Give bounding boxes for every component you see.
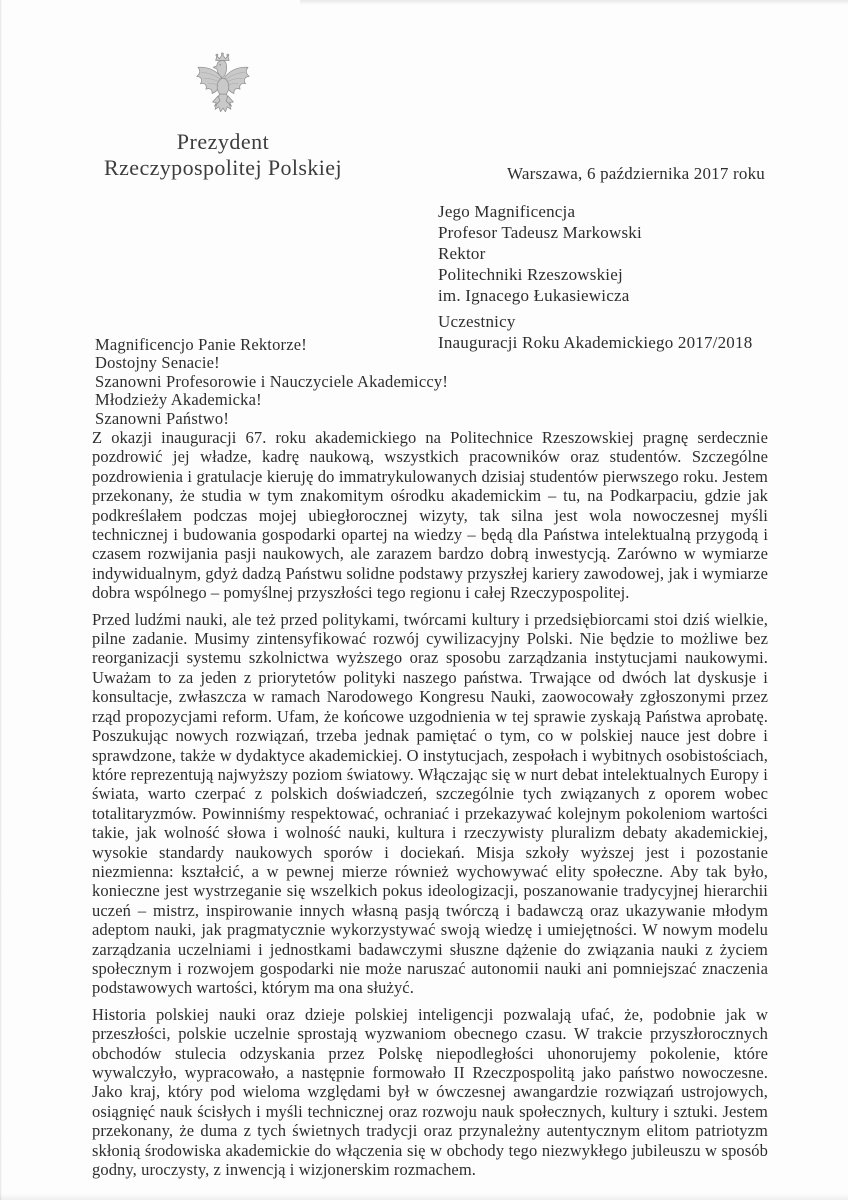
addressee-line: Profesor Tadeusz Markowski: [438, 223, 642, 242]
addressee-line: Uczestnicy: [438, 312, 516, 331]
addressee-block: [438, 201, 752, 353]
addressee-line: im. Ignacego Łukasiewicza: [438, 286, 630, 305]
salutation-line: Szanowni Państwo!: [95, 408, 230, 428]
addressee-line: Politechniki Rzeszowskiej: [438, 265, 623, 284]
addressee-line: Jego Magnificencja: [438, 202, 576, 221]
salutation-line: Szanowni Profesorowie i Nauczyciele Akademiccy!: [95, 371, 449, 391]
paragraph: Przed ludźmi nauki, ale też przed politykami, twórcami kultury i przedsiębiorcami stoi dziś wielkie, pilne zadanie. Musimy zintensyfikować rozwój cywilizacyjny Polski. Nie będzie to możliwe bez reorganizacji systemu szkolnictwa wyższego oraz sposobu zarządzania instytucjami naukowymi. Uważam to za jeden z priorytetów polityki naszego państwa. Trwające od dwóch lat dyskusje i konsultacje, zwłaszcza w ramach Narodowego Kongresu Nauki, zaowocowały zgłoszonymi przez rząd propozycjami reform. Ufam, że końcowe uzgodnienia w tej sprawie zyskają Państwa aprobatę. Poszukując nowych rozwiązań, trzeba jednak pamiętać o tym, co w polskiej nauce jest dobre i sprawdzone, także w dydaktyce akademickiej. O instytucjach, zespołach i wybitnych osobistościach, które reprezentują najwyższy poziom światowy. Włączając się w nurt debat intelektualnych Europy i świata, warto czerpać z polskich doświadczeń, szczególnie tych związanych z oporem wobec totalitaryzmów. Powinniśmy respektować, ochraniać i przekazywać kolejnym pokoleniom wartości takie, jak wolność słowa i wolność nauki, kultura i rzeczywisty pluralizm debaty akademickiej, wysokie standardy naukowych sporów i dociekań. Misja szkoły wyższej jest i pozostanie niezmienna: kształcić, a w pewnej mierze również wychowywać elity społeczne. Aby tak było, konieczne jest wystrzeganie się wszelkich pokus ideologizacji, poszanowanie tradycyjnej hierarchii uczeń – mistrz, inspirowanie innych własną pasją twórczą i badawczą oraz ukazywanie młodym adeptom nauki, jak pragmatycznie wykorzystywać swoją wiedzę i umiejętności. W nowym modelu zarządzania uczelniami i jednostkami badawczymi słuszne dążenie do związania nauki z życiem społecznym i rozwojem gospodarki nie może naruszać autonomii nauki ani pomniejszać znaczenia podstawowych wartości, którym ma ona służyć.: [92, 609, 768, 998]
letter-body: [92, 428, 768, 1179]
letterhead-subtitle: Rzeczypospolitej Polskiej: [104, 155, 342, 180]
addressee-secondary-block: [438, 311, 752, 353]
salutation-block: [95, 336, 448, 428]
letterhead: [88, 52, 358, 181]
addressee-line: Rektor: [438, 244, 486, 263]
addressee-line: Inauguracji Roku Akademickiego 2017/2018: [438, 333, 753, 352]
scan-artifact-top: [300, 0, 848, 5]
paragraph: Z okazji inauguracji 67. roku akademickiego na Politechnice Rzeszowskiej pragnę serdecznie pozdrowić jej władze, kadrę naukową, wszystkich pracowników oraz studentów. Szczególne pozdrowienia i gratulacje kieruję do immatrykulowanych dzisiaj studentów pierwszego roku. Jestem przekonany, że studia w tym znakomitym ośrodku akademickim – tu, na Podkarpaciu, gdzie jak podkreślałem podczas mojej ubiegłorocznej wizyty, tak silna jest wola nowoczesnej myśli technicznej i budowania gospodarki opartej na wiedzy – będą dla Państwa intelektualną przygodą i czasem rozwijania pasji naukowych, ale zarazem bardzo dobrą inwestycją. Zarówno w wymiarze indywidualnym, gdyż dadzą Państwu solidne podstawy przyszłej kariery zawodowej, jak i wymiarze dobra wspólnego – pomyślnej przyszłości tego regionu i całej Rzeczypospolitej.: [92, 428, 768, 603]
salutation-line: Magnificencjo Panie Rektorze!: [95, 335, 307, 354]
scan-artifact-left: [0, 0, 2, 1200]
salutation-line: Młodzieży Akademicka!: [95, 390, 262, 410]
letterhead-title: Prezydent: [176, 129, 270, 154]
polish-eagle-emblem-icon: [191, 52, 255, 124]
scan-artifact-bottom: [0, 1194, 848, 1200]
paragraph: Historia polskiej nauki oraz dzieje polskiej inteligencji pozwalają ufać, że, podobnie jak w przeszłości, polskie uczelnie sprostają wyzwaniom obecnego czasu. W trakcie przyszłorocznych obchodów stulecia odzyskania przez Polskę niepodległości uhonorujemy pokolenie, które wywalczyło, wypracowało, a następnie formowało II Rzeczpospolitą jako państwo nowoczesne. Jako kraj, który pod wieloma względami był w ówczesnej awangardzie rozwiązań ustrojowych, osiągnięć nauk ścisłych i myśli technicznej oraz rozwoju nauk społecznych, kultury i sztuki. Jestem przekonany, że duma z tych świetnych tradycji oraz przynależny autentycznym elitom patriotyzm skłonią środowiska akademickie do włączenia się w obchody tego niezwykłego jubileuszu w sposób godny, uroczysty, z inwencją i wizjonerskim rozmachem.: [92, 1004, 768, 1180]
salutation-line: Dostojny Senacie!: [95, 353, 220, 373]
dateline: Warszawa, 6 października 2017 roku: [507, 164, 765, 183]
